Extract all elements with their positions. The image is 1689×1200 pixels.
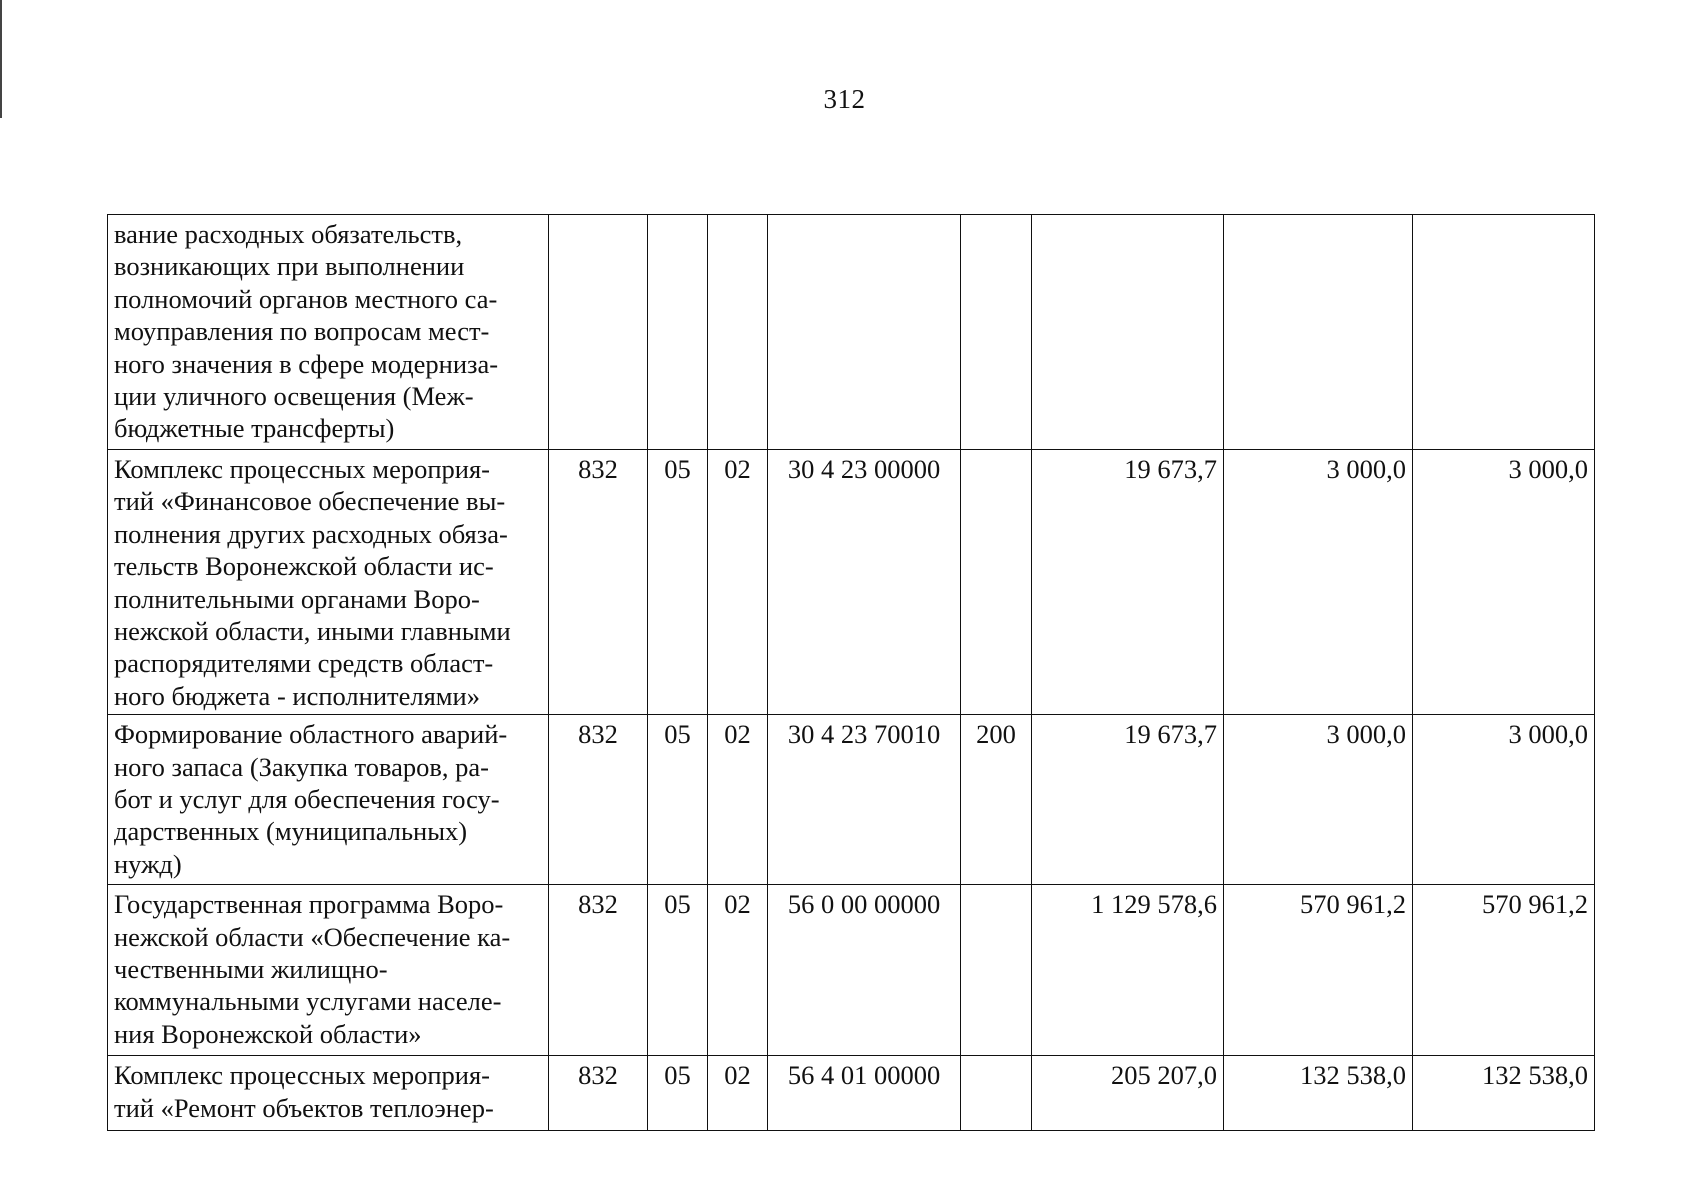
cell-gr: 832 [549,885,648,1056]
cell-sum-1: 1 129 578,6 [1032,885,1224,1056]
cell-name-line: полнительными органами Воро- [114,583,480,614]
cell-sum-3: 132 538,0 [1413,1056,1595,1131]
cell-name-line: ции уличного освещения (Меж- [114,381,474,412]
table-row [108,885,1595,1056]
cell-sum-2 [1224,215,1413,450]
cell-sum-1: 19 673,7 [1032,450,1224,715]
cell-name [108,1056,549,1131]
cell-name-line: ного запаса (Закупка товаров, ра- [114,751,489,782]
cell-pr [708,215,768,450]
cell-rz: 05 [648,715,708,885]
cell-gr [549,215,648,450]
cell-sum-2: 570 961,2 [1224,885,1413,1056]
cell-sum-1: 19 673,7 [1032,715,1224,885]
cell-name-line: ного значения в сфере модерниза- [114,348,499,379]
cell-name-line: коммунальными услугами населе- [114,986,502,1017]
cell-rz: 05 [648,450,708,715]
cell-name-line: вание расходных обязательств, [114,219,463,249]
cell-name [108,450,549,715]
cell-name-line: Государственная программа Воро- [114,889,504,920]
cell-name-line: Формирование областного аварий- [114,719,508,750]
page-number: 312 [823,84,866,114]
cell-name-line: ния Воронежской области» [114,1018,422,1049]
cell-gr: 832 [549,715,648,885]
cell-sum-3: 3 000,0 [1413,715,1595,885]
cell-sum-1: 205 207,0 [1032,1056,1224,1131]
cell-sum-2: 132 538,0 [1224,1056,1413,1131]
cell-name-line: тий «Финансовое обеспечение вы- [114,486,506,517]
cell-rz: 05 [648,1056,708,1131]
cell-csr: 30 4 23 70010 [768,715,961,885]
cell-name-line: моуправления по вопросам мест- [114,316,490,347]
cell-csr [768,215,961,450]
cell-name-line: нежской области, иными главными [114,616,511,647]
cell-name-line: тий «Ремонт объектов теплоэнер- [114,1092,494,1123]
cell-gr: 832 [549,1056,648,1131]
cell-vr: 200 [961,715,1032,885]
cell-vr [961,885,1032,1056]
cell-csr: 56 0 00 00000 [768,885,961,1056]
cell-sum-1 [1032,215,1224,450]
cell-name-line: распорядителями средств област- [114,648,494,679]
cell-name-line: бот и услуг для обеспечения госу- [114,784,500,815]
cell-name-line: полнения других расходных обяза- [114,518,508,549]
table-row [108,715,1595,885]
cell-name-line: полномочий органов местного са- [114,283,498,314]
cell-vr [961,1056,1032,1131]
cell-name [108,715,549,885]
cell-name-line: нежской области «Обеспечение ка- [114,921,511,952]
cell-pr: 02 [708,1056,768,1131]
cell-name-line: ного бюджета - исполнителями» [114,680,480,711]
cell-rz: 05 [648,885,708,1056]
cell-vr [961,450,1032,715]
cell-pr: 02 [708,450,768,715]
cell-name-line: возникающих при выполнении [114,251,465,282]
table-row [108,215,1595,450]
cell-vr [961,215,1032,450]
cell-name-line: бюджетные трансферты) [114,413,395,444]
cell-rz [648,215,708,450]
cell-sum-2: 3 000,0 [1224,450,1413,715]
cell-pr: 02 [708,715,768,885]
cell-csr: 30 4 23 00000 [768,450,961,715]
cell-sum-3 [1413,215,1595,450]
cell-name-line: нужд) [114,848,182,879]
cell-sum-3: 3 000,0 [1413,450,1595,715]
cell-sum-3: 570 961,2 [1413,885,1595,1056]
cell-name [108,885,549,1056]
table-row [108,1056,1595,1131]
cell-name-line: чественными жилищно- [114,954,388,985]
budget-table [107,214,1595,1131]
cell-pr: 02 [708,885,768,1056]
cell-name-line: Комплекс процессных мероприя- [114,1060,490,1091]
cell-name-line: дарственных (муниципальных) [114,816,468,847]
table-row [108,450,1595,715]
cell-name-line: тельств Воронежской области ис- [114,551,494,582]
cell-csr: 56 4 01 00000 [768,1056,961,1131]
cell-gr: 832 [549,450,648,715]
cell-name [108,215,549,450]
budget-table-body [108,215,1595,1131]
cell-sum-2: 3 000,0 [1224,715,1413,885]
cell-name-line: Комплекс процессных мероприя- [114,454,490,484]
